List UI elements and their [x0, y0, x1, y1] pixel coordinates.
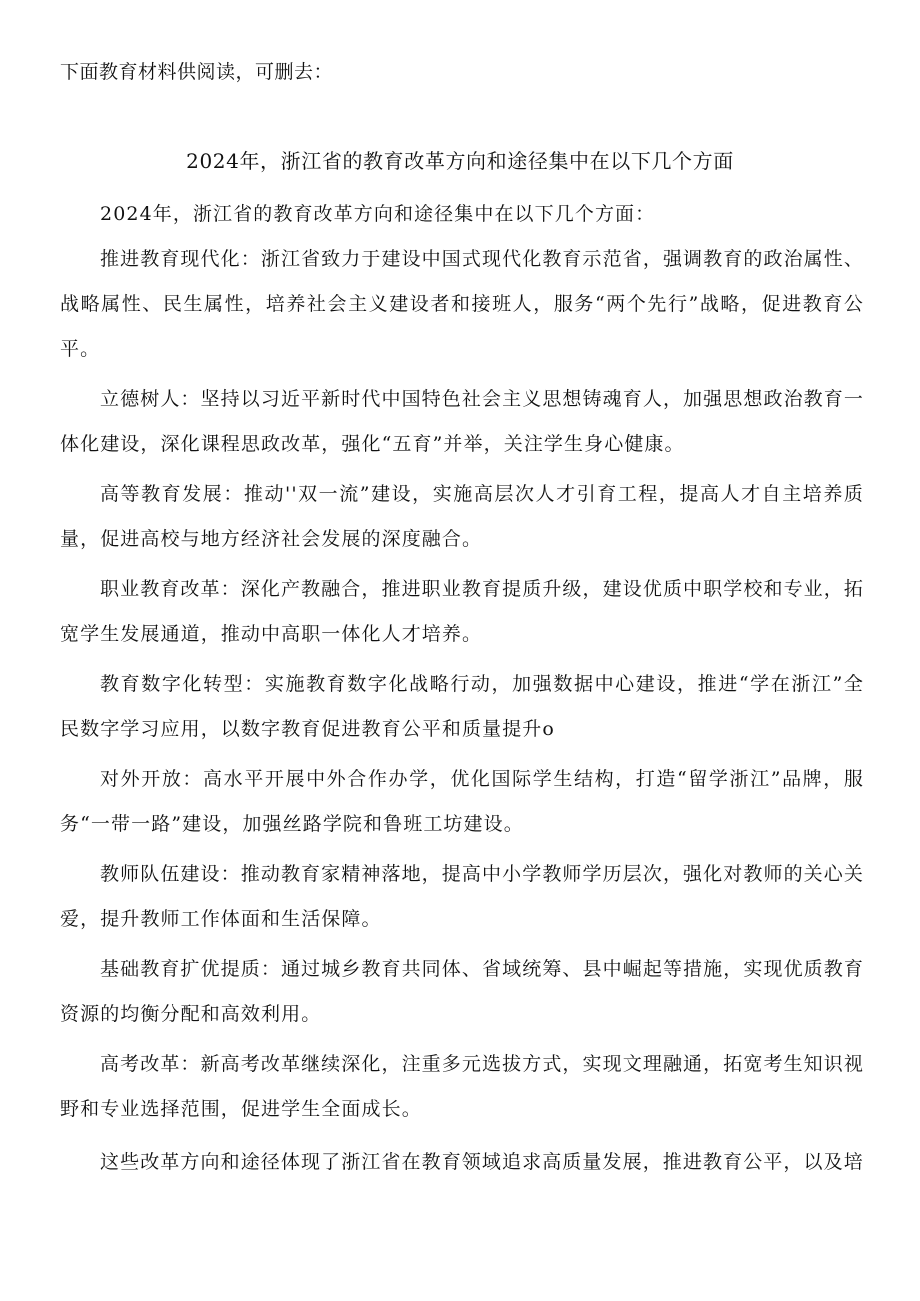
editor-note: 下面教育材料供阅读，可删去：: [60, 61, 334, 83]
paragraph-vocational-education: 职业教育改革：深化产教融合，推进职业教育提质升级，建设优质中职学校和专业，拓宽学生发展通道，推动中高职一体化人才培养。: [60, 578, 864, 645]
paragraph-gaokao-reform: 高考改革：新高考改革继续深化，注重多元选拔方式，实现文理融通，拓宽考生知识视野和专业选择范围，促进学生全面成长。: [60, 1053, 864, 1120]
document-body: [60, 192, 864, 1190]
paragraph-teacher-workforce: 教师队伍建设：推动教育家精神落地，提高中小学教师学历层次，强化对教师的关心关爱，提升教师工作体面和生活保障。: [60, 863, 864, 930]
paragraph-higher-education: 高等教育发展：推动''双一流”建设，实施高层次人才引育工程，提高人才自主培养质量，促进高校与地方经济社会发展的深度融合。: [60, 483, 864, 550]
intro-paragraph: 2024年，浙江省的教育改革方向和途径集中在以下几个方面：: [100, 203, 656, 225]
paragraph-education-modernization: 推进教育现代化：浙江省致力于建设中国式现代化教育示范省，强调教育的政治属性、战略属性、民生属性，培养社会主义建设者和接班人，服务“两个先行”战略，促进教育公平。: [60, 248, 864, 360]
document-title: 2024年，浙江省的教育改革方向和途径集中在以下几个方面: [186, 149, 734, 173]
paragraph-opening-up: 对外开放：高水平开展中外合作办学，优化国际学生结构，打造“留学浙江”品牌，服务“一带一路”建设，加强丝路学院和鲁班工坊建设。: [60, 768, 864, 835]
paragraph-moral-education: 立德树人：坚持以习近平新时代中国特色社会主义思想铸魂育人，加强思想政治教育一体化建设，深化课程思政改革，强化“五育”并举，关注学生身心健康。: [60, 388, 864, 455]
conclusion-paragraph: 这些改革方向和途径体现了浙江省在教育领域追求高质量发展，推进教育公平，以及培: [100, 1151, 864, 1173]
paragraph-digital-transformation: 教育数字化转型：实施教育数字化战略行动，加强数据中心建设，推进“学在浙江”全民数字学习应用，以数字教育促进教育公平和质量提升o: [60, 673, 864, 740]
paragraph-basic-education: 基础教育扩优提质：通过城乡教育共同体、省域统筹、县中崛起等措施，实现优质教育资源的均衡分配和高效利用。: [60, 958, 864, 1025]
